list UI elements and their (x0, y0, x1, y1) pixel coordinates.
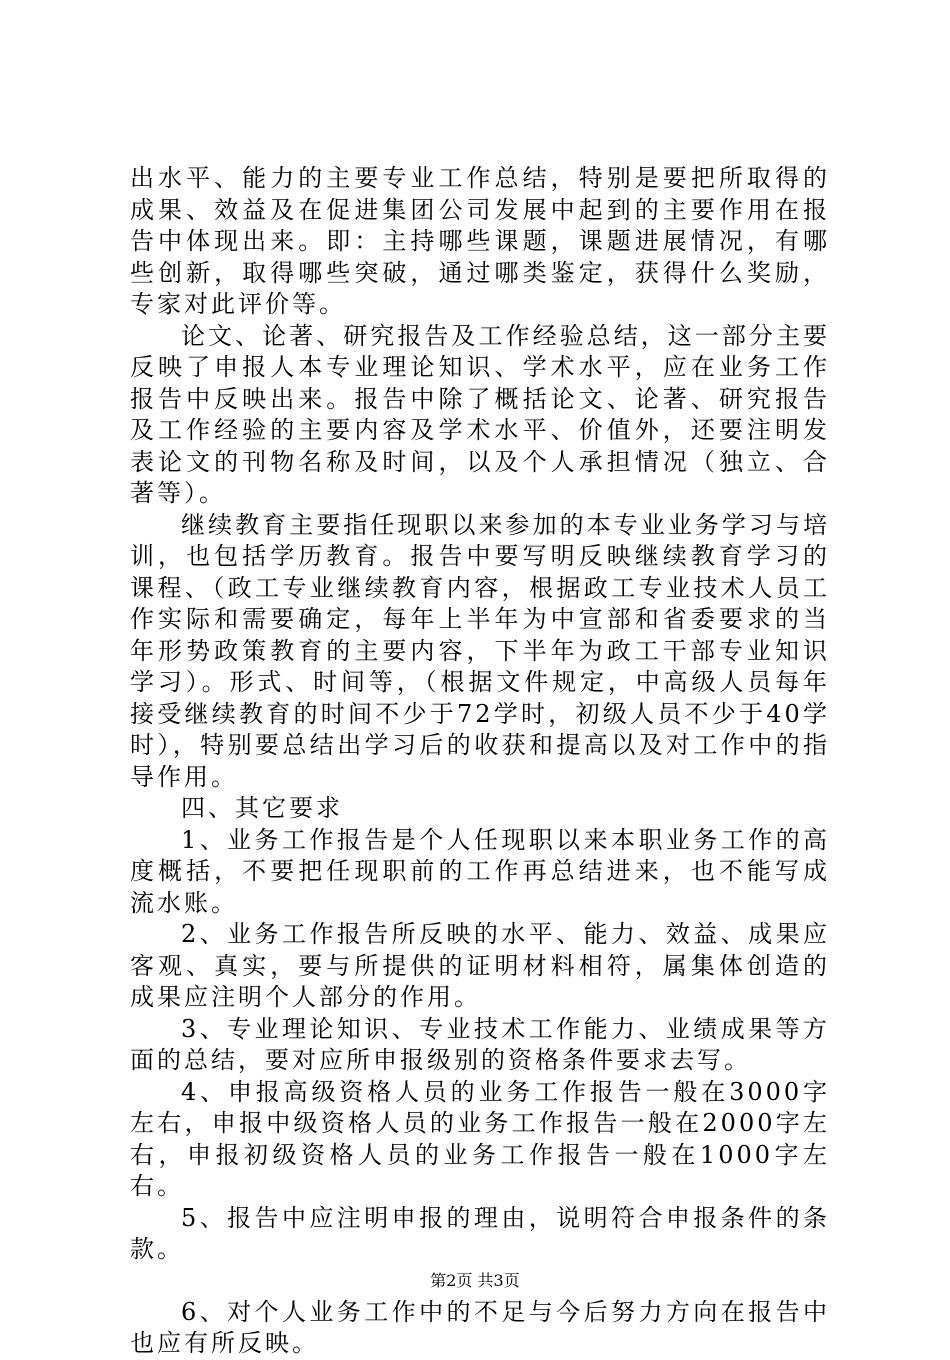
requirement-item-5: 5、报告中应注明申报的理由，说明符合申报条件的条款。 (130, 1203, 830, 1263)
requirement-item-1: 1、业务工作报告是个人任现职以来本职业务工作的高度概括，不要把任现职前的工作再总结进来，也不能写成流水账。 (130, 825, 830, 917)
requirement-item-2: 2、业务工作报告所反映的水平、能力、效益、成果应客观、真实，要与所提供的证明材料相符，属集体创造的成果应注明个人部分的作用。 (130, 920, 830, 1011)
requirement-item-4: 4、申报高级资格人员的业务工作报告一般在3000字左右，申报中级资格人员的业务工作报告一般在2000字左右，申报初级资格人员的业务工作报告一般在1000字左右。 (130, 1077, 830, 1200)
requirement-item-3: 3、专业理论知识、专业技术工作能力、业绩成果等方面的总结，要对应所申报级别的资格条件要求去写。 (130, 1014, 830, 1074)
page-number-footer: 第2页 共3页 (430, 1271, 520, 1290)
paragraph-continuing-education: 继续教育主要指任现职以来参加的本专业业务学习与培训，也包括学历教育。报告中要写明反映继续教育学习的课程、（政工专业继续教育内容，根据政工专业技术人员工作实际和需要确定，每年上半年为中宣部和省委要求的当年形势政策教育的主要内容，下半年为政工干部专业知识学习）。形式、时间等，（根据文件规定，中高级人员每年接受继续教育的时间不少于72学时，初级人员不少于40学时），特别要总结出学习后的收获和提高以及对工作中的指导作用。 (130, 510, 830, 791)
document-body (130, 163, 830, 1360)
requirement-item-6: 6、对个人业务工作中的不足与今后努力方向在报告中也应有所反映。 (130, 1297, 830, 1357)
paragraph-work-summary-continued: 出水平、能力的主要专业工作总结，特别是要把所取得的成果、效益及在促进集团公司发展中起到的主要作用在报告中体现出来。即：主持哪些课题，课题进展情况，有哪些创新，取得哪些突破，通过哪类鉴定，获得什么奖励，专家对此评价等。 (130, 164, 830, 318)
paragraph-papers: 论文、论著、研究报告及工作经验总结，这一部分主要反映了申报人本专业理论知识、学术水平，应在业务工作报告中反映出来。报告中除了概括论文、论著、研究报告及工作经验的主要内容及学术水平、价值外，还要注明发表论文的刊物名称及时间，以及个人承担情况（独立、合著等）。 (130, 321, 830, 507)
section-heading-other-requirements: 四、其它要求 (181, 794, 343, 822)
